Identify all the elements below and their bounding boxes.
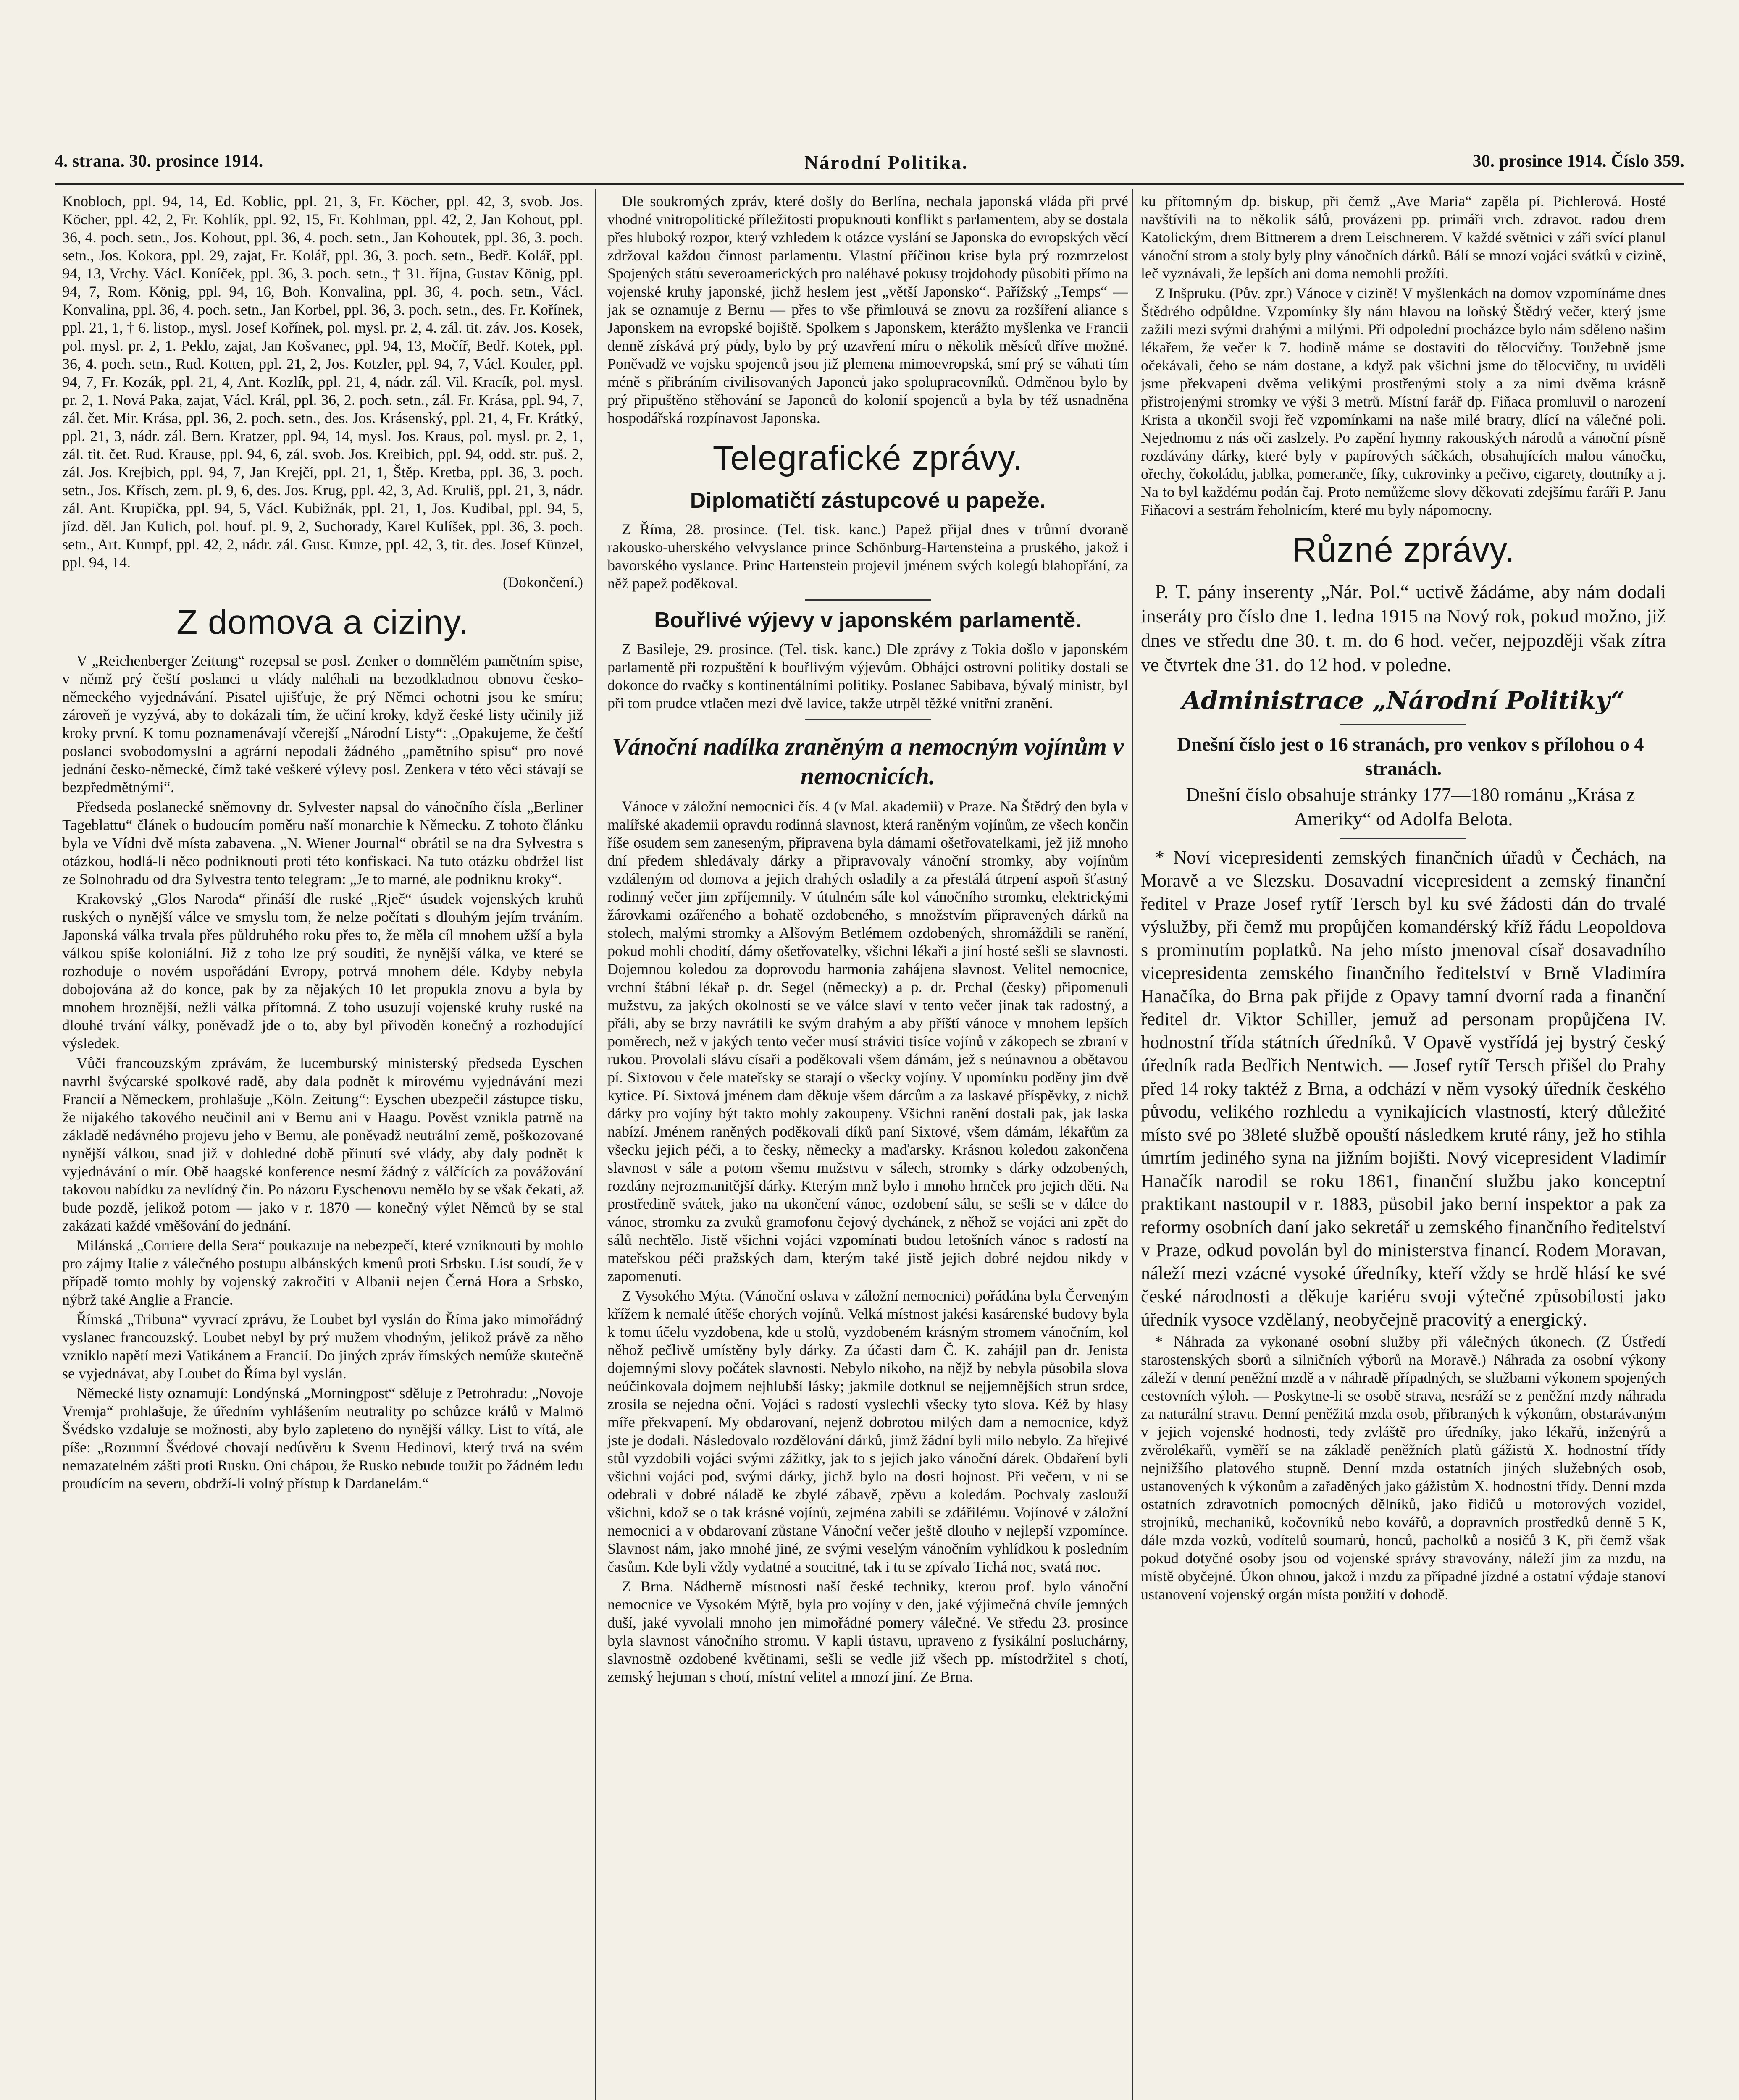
article-paragraph: Vánoce v záložní nemocnici čís. 4 (v Mal. akademii) v Praze. Na Štědrý den byla v malířské akademii opravdu rodinná slavnost, která raněným vojínům, ze všech končin říše osudem sem zaneseným, připravena byla dámami ošetřovatelkami, jež již mnoho dní předem shledávaly dárky a připravovaly vánoční stromky, aby vojínům vzdáleným od domova a jejich drahých osladily a za přestálá útrpení aspoň šťastný rodinný večer jim zpříjemnily. V útulném sále kol vánočního stromku, elektrickými žárovkami ozářeného a bohatě ozdobeného, s množstvím připravených dárků na stolech, malými stromky a Alšovým Betlémem ozdobených, shromáždili se ranění, pokud mohli chodití, dámy ošetřovatelky, všichni lékaři a jiní hosté sešli se slavnosti. Dojemnou koledou za doprovodu harmonia zahájena slavnost. Velitel nemocnice, vrchní štábní lékař p. dr. Segel (německy) a p. dr. Prchal (česky) připomenuli mužstvu, za jakých okolností se ve válce slaví v tento večer jinak tak radostný, a přáli, aby se brzy navrátili ke svým drahým a aby příští vánoce v mnohem lepších poměrech, než v jakých tento večer musí stráviti tisíce vojínů v zákopech se zbraní v rukou. Provolali slávu císaři a poděkovali všem dámám, jež s neúnavnou a obětavou pí. Sixtovou v čele mateřsky se starají o všecky vojíny. V upomínku poděny jim dvě kytice. Pí. Sixtová jménem dam děkuje všem dárcům a za laskavé příspěvky, z nichž dárky pro vojíny být takto mohly zakoupeny. Všichni ranění dostali pak, jak laska nabízí. Jménem raněných poděkovali díků paní Sixtové, všem dámám, lékařům za všecku jejich péči, a to česky, německy a maďarsky. Krásnou koledou zakončena slavnost v sále a potom všemu mužstvu v sálech, stromky s dárky odzobených, rozdány nejrozmanitější dárky. Kterým mnž bylo i mnoho hrnček pro jejich děti. Na prostředině svátek, jako na ukončení vánoc, ozdobení sálu, se sešli se v dálce do vánoc, stromku za zvuků gramofonu čejový dychánek, z něhož se vojáci ani zpět do sálů nechtělo. Jistě všichni vojáci vzpomínati budou letošních vánoc s radostí na mateřskou péči pražských dam, kterým také jistě jejich dobré nejdou nikdy v zapomenutí. (607, 798, 1128, 1284)
article-paragraph: Z Vysokého Mýta. (Vánoční oslava v záložní nemocnici) pořádána byla Červeným křížem k nemalé útěše chorých vojínů. Velká místnost jakési kasárenské budovy byla k tomu účelu vyzdobena, kde u stolů, vyzdobeném krásným stromem vánočním, kol něhož pečlivě umístěny byly dárky. Za účasti dam Č. K. zahájil pan dr. Jenista dojemnými slovy počátek slavnosti. Nebylo nikoho, na nějž by nebyla působila slova neúčinkovala dojmem nejhlubší lásky; jakmile dotknul se nejjemnějších strun srdce, zrosila se nejedna oční. Vojáci s radostí vyslechli všecky tyto slova. Kéž by hlasy míře překvapení. My obdarovaní, nejenž dobrotou milých dam a nemocnice, když jste je dodali. Následovalo rozdělování dárků, jimž žádní byli milo nebylo. Za hřejivé stůl vyzdobili vojáci svými zážitky, jak to s jejich jako vánoční dárek. Obdaření byli všichni vojáci pod, svými dárky, jichž bylo na dosti hojnost. Při večeru, v ni se odebrali v dobré náladě ke zbylé zábavě, zpěvu a koledám. Pochvaly zaslouží všichni, kdož se o tak krásné vojínů, zejména zabili se zdářilému. Vojínové v záložní nemocnici a v obdarovaní zůstane Vánoční večer ještě dlouho v nejlepší vzpomínce. Slavnost nám, jako mnohé jiné, ze svými veselým vánočním vyhlídkou k posledním časům. Kde byli vždy vydatné a soucitné, tak i tu se zpívalo Tichá noc, svatá noc. (607, 1287, 1128, 1575)
section-heading-telegraphic-news: Telegrafické zprávy. (712, 439, 1023, 477)
article-paragraph: Z Říma, 28. prosince. (Tel. tisk. kanc.) Papež přijal dnes v trůnní dvoraně rakousko-uherského velvyslance prince Schönburg-Hartensteina a pruského, jakož i bavorského vyslance. Princ Hartenstein projevil jménem svých kolegů blahopřání, za něž papež poděkoval. (607, 521, 1128, 592)
article-paragraph: ku přítomným dp. biskup, při čemž „Ave Maria“ zapěla pí. Pichlerová. Hosté navštívili na to několik sálů, provázeni pp. primáři vrch. zdravot. radou drem Katolickým, drem Bittnerem a drem Leischnerem. V každé světnici v záři svící planul vánoční strom a stoly byly plny vánočních dárků. Bálí se mnozí vojáci svátků v cizině, leč vyznávali, že lepších ani doma nemohli prožíti. (1141, 193, 1666, 282)
article-paragraph: Římská „Tribuna“ vyvrací zprávu, že Loubet byl vyslán do Říma jako mimořádný vyslanec francouzský. Loubet nebyl by prý mužem vhodným, jelikož právě za něho vzniklo napětí mezi Vatikánem a Francií. Do jiných zpráv římských nemůže skutečně se vyjednávat, aby Loubet do Říma byl vyslán. (62, 1311, 583, 1382)
story-divider (805, 599, 931, 601)
column-2 (607, 192, 1128, 2100)
date-issue-number: 30. prosince 1914. Číslo 359. (1472, 152, 1684, 171)
section-heading-home-abroad: Z domova a ciziny. (176, 603, 469, 641)
article-paragraph: * Noví vicepresidenti zemských finančních úřadů v Čechách, na Moravě a ve Slezsku. Dosavadní vicepresident a zemský finanční ředitel v Praze Josef rytíř Tersch byl ku své žádosti dán do trvalé výslužby, při čemž mu propůjčen komandérský kříž řádu Leopoldova s prominutím poplatků. Na jeho místo jmenoval císař dosavadního vicepresidenta zemského finančního ředitelství v Brně Vladimíra Hanačíka, do Brna pak přijde z Opavy tamní dvorní rada a finanční ředitel dr. Viktor Schiller, jemuž ad personam propůjčena IV. hodnostní třída státních úředníků. V Opavě vystřídá jej bystrý český úředník rada Bedřich Nentwich. — Josef rytíř Tersch přišel do Prahy před 14 roky taktéž z Brna, a odchází v něm vysoký úředník českého původu, velikého rozhledu a vynikajících vlastností, který důležité místo své po 38leté službě opouští následkem kruté rány, jež ho stihla úmrtím jediného syna na jižním bojišti. Nový vicepresident Vladimír Hanačík narodil se roku 1861, finanční službu jako konceptní praktikant nastoupil v r. 1883, působil jako berní inspektor a pak za reformy osobních daní jako sekretář u zemského finančního ředitelství v Praze, odkud povolán byl do ministerstva financí. Rodem Moravan, náleží mezi vzácné vysoké úředníky, kteří vždy se hrdě hlásí ke své české národnosti a děkuje kariéru svoji výtečné způsobilosti jako úředník vysoce vzdělaný, neobyčejně pracovitý a energický. (1141, 847, 1666, 1330)
column-3 (1141, 192, 1666, 2100)
advertisers-notice: P. T. pány inserenty „Nár. Pol.“ uctivě žádáme, aby nám dodali inseráty pro číslo dne 1. ledna 1915 na Nový rok, pokud možno, již dnes ve středu dne 30. t. m. do 6 hod. večer, nejpozději však zítra ve čtvrtek dne 31. do 12 hod. v poledne. (1141, 581, 1666, 675)
article-paragraph: Předseda poslanecké sněmovny dr. Sylvester napsal do vánočního čísla „Berliner Tageblattu“ článek o budoucím poměru naší monarchie k Německu. Z tohoto článku byla ve Vídni dvě místa zabavena. „N. Wiener Journal“ obrátil se na dra Sylvestra s otázkou, hodlá-li něco podniknouti proti této konfiskaci. Na tuto otázku obdržel list ze Solnohradu od dra Sylvestra tento telegram: „Je to marné, ale podniknu kroky“. (62, 798, 583, 887)
header-rule (55, 183, 1684, 185)
article-paragraph: Z Basileje, 29. prosince. (Tel. tisk. kanc.) Dle zprávy z Tokia došlo v japonském parlamentě při rozpuštění k bouřlivým výjevům. Obhájci ostrovní politiky dostali se dokonce do rvačky s kontinentálními politiky. Poslanec Sabibava, bývalý ministr, byl při tom prudce vtlačen mezi dvě lavice, takže utrpěl těžké vnitřní zranění. (607, 640, 1128, 711)
column-1 (62, 192, 583, 2100)
running-header (55, 151, 1684, 181)
story-divider (805, 719, 931, 720)
notice-divider (1340, 838, 1466, 839)
story-heading-christmas-gifts: Vánoční nadílka zraněným a nemocným vojínům v nemocnicích. (612, 733, 1124, 790)
administration-signature: Administrace „Národní Politiky“ (1182, 686, 1625, 715)
issue-pages-notice: Dnešní číslo jest o 16 stranách, pro venkov s přílohou o 4 stranách. (1177, 733, 1644, 779)
article-paragraph: Krakovský „Glos Naroda“ přináší dle ruské „Rječ“ úsudek vojenských kruhů ruských o nynější válce ve smyslu tom, že nelze počítati s dlouhým jejím trváním. Japonská válka trvala přes půldruhého roku přes to, že měla cíl mnohem užší a byla válkou spíše koloniální. Již z toho lze prý souditi, že nynější válka, ve které se rozhoduje o novém uspořádání Evropy, potrvá mnohem déle. Kdyby nebyla dobojována až do konce, pak by za nějakých 10 let propukla znovu a byla by mnohem hroznější, nežli válka přítomná. Z toho usuzují vojenské kruhy ruské na dlouhé trvání války, poněvadž jde o to, aby byl přivoděn konečný a rozhodující výsledek. (62, 890, 583, 1052)
article-paragraph: Německé listy oznamují: Londýnská „Morningpost“ sděluje z Petrohradu: „Novoje Vremja“ prohlašuje, že úředním vyhlášením neutrality po schůzce králů v Malmö Švédsko vzdaluje se možnosti, aby bylo zapleteno do nynější války. List to vítá, ale píše: „Rozumní Švédové chovají nedůvěru k Svenu Hedinovi, který trvá na svém nemazatelném zášti proti Rusku. Oni chápou, že Rusko nebude toužit po žádném ledu proudícím na severu, obdrží-li volný přístup k Dardanelám.“ (62, 1385, 583, 1492)
article-paragraph: Milánská „Corriere della Sera“ poukazuje na nebezpečí, které vzniknouti by mohlo pro zájmy Italie z válečného postupu albánských kmenů proti Srbsku. List soudí, že v případě tomto mohly by vojenský zakročiti v Albanii nejen Černá Hora a Srbsko, nýbrž také Anglie a Francie. (62, 1237, 583, 1308)
continued-note: (Dokončení.) (503, 574, 583, 591)
story-heading-japan-parliament: Bouřlivé výjevy v japonském parlamentě. (654, 608, 1082, 633)
novel-pages-notice: Dnešní číslo obsahuje stránky 177—180 románu „Krása z Ameriky“ od Adolfa Belota. (1186, 784, 1635, 830)
masthead-title: Národní Politika. (804, 152, 969, 173)
article-paragraph: Z Inšpruku. (Pův. zpr.) Vánoce v cizině! V myšlenkách na domov vzpomínáme dnes Štědrého odpůldne. Vzpomínky šly nám hlavou na loňský Štědrý večer, který jsme zažili mezi svými drahými a milými. Při odpolední procházce bylo nám sděleno našim lékařem, že večer k 7. hodině máme se dostaviti do tělocvičny. Toužebně jsme očekávali, čeho se nám dostane, a když pak všichni jsme do tělocvičny, tu uviděli jsme překvapeni dvěma velikými prostřenými stoly a za nimi dvěma krásně přistrojenými stromky ve výši 3 metrů. Místní farář dp. Fiňaca promluvil o narození Krista a ukončil svoji řeč vzpomínkami na naše milé bratry, dlící na válečné poli. Nejednomu z nás oči zaslzely. Po zapění hymny rakouských národů a vánoční písně rozdávány dárky, které byly v papírových sáčkách, obsahujících malou vánočku, ořechy, čokoládu, jablka, pomeranče, fíky, cukrovinky a pečivo, cigarety, doutníky a j. Na to byl každému podán čaj. Proto nemůžeme slovy děkovati zdejšímu faráři P. Janu Fiňacovi a sestrám řeholnicím, které mu byly nápomocny. (1141, 285, 1666, 518)
notice-divider (1340, 724, 1466, 725)
column-divider-2 (1132, 189, 1133, 2100)
casualty-list-continuation: Knobloch, ppl. 94, 14, Ed. Koblic, ppl. 21, 3, Fr. Köcher, ppl. 42, 3, svob. Jos. Köcher, ppl. 42, 2, Fr. Kohlík, ppl. 92, 15, Fr. Kohlman, ppl. 42, 2, Jan Kohout, ppl. 36, 4. poch. setn., Jos. Kohout, ppl. 36, 4. poch. setn., Jan Kohoutek, ppl. 36, 3. poch. setn., Jos. Kokora, ppl. 29, zajat, Fr. Kolář, ppl. 36, 3. poch. setn., Bedř. Kolář, ppl. 94, 13, Vrchy. Václ. Koníček, ppl. 36, 3. poch. setn., † 31. října, Gustav König, ppl. 94, 7, Rom. König, ppl. 94, 16, Boh. Konvalina, ppl. 36, 4. poch. setn., Václ. Konvalina, ppl. 36, 4. poch. setn., Jan Korbel, ppl. 36, 3. poch. setn., des. Fr. Kořínek, ppl. 21, 1, † 6. listop., mysl. Josef Kořínek, pol. mysl. pr. 2, 4. zál. tit. záv. Jos. Kosek, pol. mysl. pr. 2, 1. Peklo, zajat, Jan Košvanec, ppl. 94, 13, Močíř, Bedř. Kotek, ppl. 36, 4. poch. setn., Rud. Kotten, ppl. 21, 2, Jos. Kotzler, ppl. 94, 7, Václ. Kouler, ppl. 94, 7, Fr. Kozák, ppl. 21, 4, Ant. Kozlík, ppl. 21, 4, nádr. zál. Vil. Kracík, pol. mysl. pr. 2, 1. Nová Paka, zajat, Václ. Král, ppl. 36, 2. poch. setn., zál. Fr. Krása, ppl. 94, 7, zál. čet. Mir. Krása, ppl. 36, 2. poch. setn., des. Jos. Krásenský, ppl. 21, 4, Fr. Krátký, ppl. 21, 3, nádr. zál. Bern. Kratzer, ppl. 94, 14, mysl. Jos. Kraus, pol. mysl. pr. 2, 1, zál. tit. čet. Rud. Krause, ppl. 94, 6, zál. svob. Jos. Kreibich, ppl. 94, odd. str. puš. 2, zál. Jos. Krejbich, ppl. 94, 7, Jan Krejčí, ppl. 21, 1, Štěp. Kretba, ppl. 36, 3. poch. setn., Jos. Křísch, zem. pl. 9, 6, des. Jos. Krug, ppl. 42, 3, Ad. Kruliš, ppl. 21, 3, nádr. zál. Ant. Krupička, ppl. 94, 5, Václ. Kubižnák, ppl. 21, 1, Jos. Kudibal, ppl. 94, 5, jízd. děl. Jan Kulich, pol. houf. pl. 9, 2, Suchorady, Karel Kulíšek, ppl. 36, 3. poch. setn., Art. Kumpf, ppl. 42, 2, nádr. zál. Gust. Kunze, ppl. 42, 3, tit. des. Josef Künzel, ppl. 94, 14. (62, 193, 583, 571)
page-number-date: 4. strana. 30. prosince 1914. (55, 152, 263, 171)
article-paragraph: Vůči francouzským zprávám, že lucemburský ministerský předseda Eyschen navrhl švýcarské spolkové radě, aby dala podnět k mírovému vyjednávání mezi Francií a Německem, prohlašuje „Köln. Zeitung“: Eyschen ubezpečil zástupce tisku, že nijakého takového neučinil ani v Bernu ani v Haagu. Pověst vznikla patrně na základě nedávného projevu jeho v Bernu, ale poněvadž neutrální země, poškozované nynější válkou, snad již v dohledné době přinutí své vlády, aby daly podnět k vyjednávání o mír. Obě haagské konference nesmí žádný z válčících za povážování takovou nabídku za nevlídný čin. Po názoru Eyschenovu nemělo by se však čekati, až bude pozdě, jelikož potom — jako v r. 1870 — konečný výlet Němců by se stal zakázati každé vměšování do jednání. (62, 1055, 583, 1234)
column-divider-1 (595, 189, 596, 2100)
story-heading-diplomats: Diplomatičtí zástupcové u papeže. (690, 488, 1046, 513)
article-paragraph: V „Reichenberger Zeitung“ rozepsal se posl. Zenker o domnělém pamětním spise, v němž prý čeští poslanci u vlády naléhali na bezodkladnou obnovu česko-německého vyjednávání. Pisatel ujišťuje, že prý Němci ochotni jsou ke smíru; zároveň je vyzývá, aby to dokázali tím, že učiní kroky, když české listy učinily již kroky první. K tomu poznamenávají včerejší „Národní Listy“: „Opakujeme, že čeští poslanci svobodomyslní a agrární nepodali žádného „pamětního spisu“ pro nové jednání česko-německé, čímž také veškeré výlevy posl. Zenkera v této věci stávají se bezpředmětnými“. (62, 652, 583, 795)
article-paragraph: Dle soukromých zpráv, které došly do Berlína, nechala japonská vláda při prvé vhodné vnitropolitické příležitosti propuknouti konflikt s parlamentem, aby se dostala přes hluboký rozpor, který vzhledem k otázce vyslání se Japonska do evropských věcí zdržoval každou činnost parlamentu. Vlastní příčinou krise byla prý rozmrzelost Spojených států severoamerických pro naléhavé pokusy trojdohody působiti přímo na vojenské kruhy japonské, jichž heslem jest „větší Japonsko“. Pařížský „Temps“ — jak se oznamuje z Bernu — přes to vše přimlouvá se znovu za rozšíření aliance s Japonskem na evropské bojiště. Spolkem s Japonskem, kterážto myšlenka ve Francii denně získává prý půdy, bylo by prý uzavření míru o několik měsíců dříve možné. Poněvadž ve vojsku spojenců jsou již plemena mimoevropská, smí prý se váhati tím méně s přibráním civilisovaných Japonců jako spolupracovníků. Odměnou bylo by prý připuštěno stěhování se Japonců do kolonií spojenců a byla by též usnadněna hospodářská rozpínavost Japonska. (607, 193, 1128, 426)
section-heading-various-news: Různé zprávy. (1292, 531, 1515, 569)
article-paragraph: * Náhrada za vykonané osobní služby při válečných úkonech. (Z Ústředí starostenských sborů a silničních výborů na Moravě.) Náhrada za osobní výkony záleží v denní peněžní mzdě a v náhradě případných, se službami výkonem spojených cestovních výloh. — Poskytne-li se osobě strava, nesráží se z peněžní mzdy náhrada za naturální stravu. Denní peněžitá mzda osob, přibraných k výkonům, obstarávaným v jejich vojenské hodnosti, tedy zvláště pro úředníky, jako lékařů, inženýrů a zvěrolékařů, vyměří se na základě peněžních platů gážistů X. hodnostní třídy nejnižšího platového stupně. Denní mzda ostatních jiných služebných osob, ustanovených k výkonům a zařaděných jako gážistům X. hodnostní třídy. Denní mzda ostatních zdravotních pomocných dělníků, jako řidičů u motorových vozidel, strojníků, mechaniků, kočovníků nebo kovářů, a dopravních prostředků denně 5 K, dále mzda vozků, vodítelů soumarů, honců, pacholků a nosičů 3 K, při čemž však pokud dotyčné osoby jsou od vojenské správy stravovány, náleží jim za mzdu, na místě obyčejné. Úkon ohnou, jakož i mzdu za případné jízdné a ostatní výdaje stanoví ustanovení vojenský orgán místa použití v dohodě. (1141, 1333, 1666, 1603)
article-paragraph: Z Brna. Nádherně místnosti naší české techniky, kterou prof. bylo vánoční nemocnice ve Vysokém Mýtě, byla pro vojíny v den, jaké výjimečná chvíle jemných duší, jaké vyvolali mnoho jen mimořádné pomery válečné. Ve středu 23. prosince byla slavnost vánočního stromu. V kapli ústavu, upraveno z fysikální posluchárny, slavnostně ozdobené květinami, sešli se vedle již všech pp. místodržitel s chotí, zemský hejtman s chotí, místní velitel a mnozí jiní. Ze Brna. (607, 1578, 1128, 1685)
